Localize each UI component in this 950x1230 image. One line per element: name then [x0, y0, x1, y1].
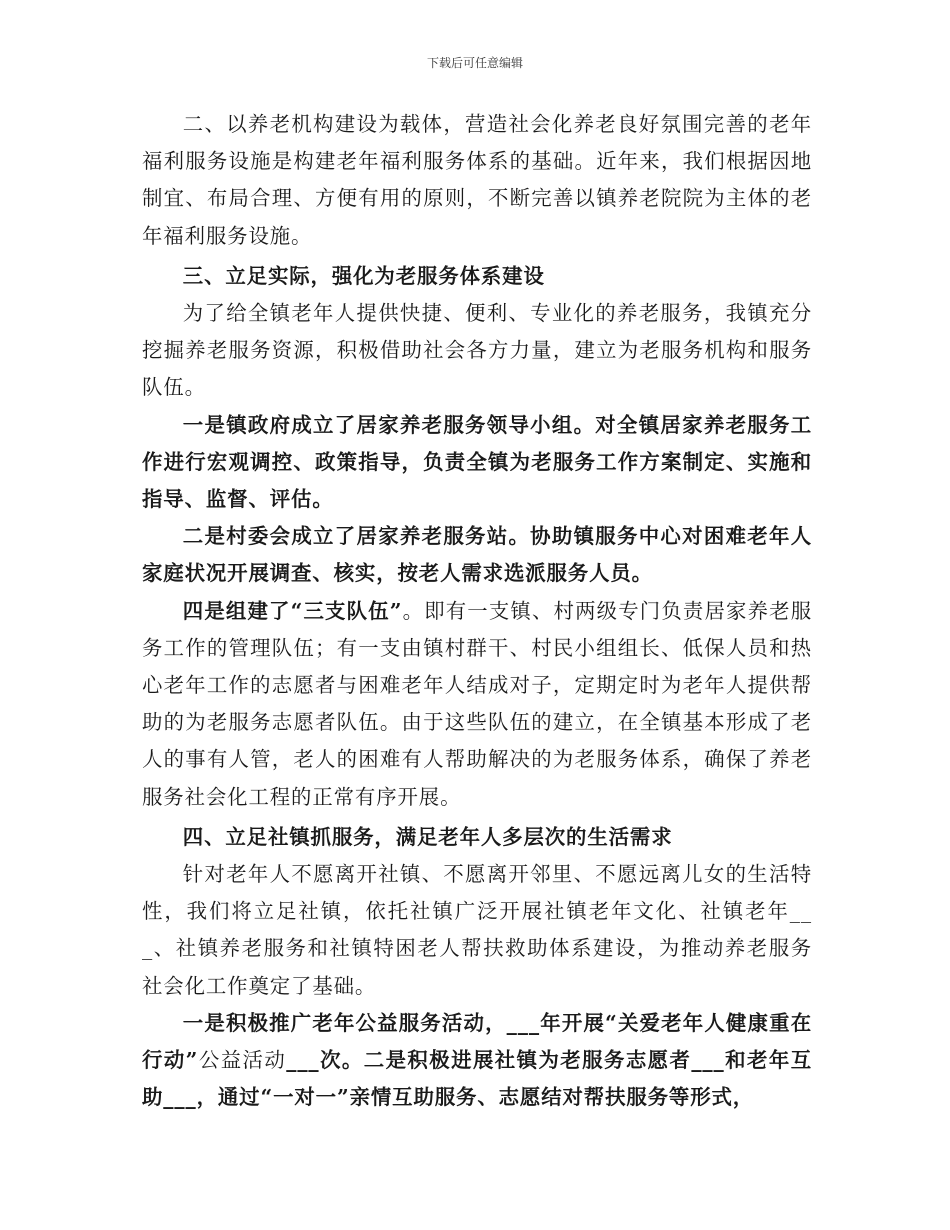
paragraph-item-4 — [142, 593, 812, 816]
paragraph-item-1: 一是镇政府成立了居家养老服务领导小组。对全镇居家养老服务工作进行宏观调控、政策指导，负责全镇为老服务工作方案制定、实施和指导、监督、评估。 — [142, 412, 812, 512]
page-header: 下载后可任意编辑 — [426, 56, 523, 70]
paragraph-activities — [142, 1005, 812, 1117]
activities-part-1: 一是积极推广老年公益服务活动，___年开展“关爱老年人健康重在行动” — [142, 1010, 812, 1073]
activities-part-2: 公益活动 — [198, 1048, 287, 1073]
item-4-lead: 四是组建了“三支队伍” — [182, 598, 403, 623]
paragraph-community: 针对老年人不愿离开社镇、不愿离开邻里、不愿远离儿女的生活特性，我们将立足社镇，依托社镇广泛开展社镇老年文化、社镇老年___、社镇养老服务和社镇特困老人帮扶救助体系建设，为推动养老服务社会化工作奠定了基础。 — [142, 862, 812, 998]
paragraph-facilities: 二、以养老机构建设为载体，营造社会化养老良好氛围完善的老年福利服务设施是构建老年福利服务体系的基础。近年来，我们根据因地制宜、布局合理、方便有用的原则，不断完善以镇养老院院为主体的老年福利服务设施。 — [142, 112, 812, 248]
paragraph-item-2: 二是村委会成立了居家养老服务站。协助镇服务中心对困难老年人家庭状况开展调查、核实，按老人需求选派服务人员。 — [142, 524, 812, 586]
section-heading-3: 三、立足实际，强化为老服务体系建设 — [182, 263, 545, 288]
section-heading-4: 四、立足社镇抓服务，满足老年人多层次的生活需求 — [182, 824, 673, 849]
activities-part-3: ___次。二是积极进展社镇为老服务志愿者___和老年互助___，通过“一对一”亲情互助服务、志愿结对帮扶服务等形式， — [142, 1048, 812, 1110]
item-4-body: 。即有一支镇、村两级专门负责居家养老服务工作的管理队伍；有一支由镇村群干、村民小组组长、低保人员和热心老年工作的志愿者与困难老年人结成对子，定期定时为老年人提供帮助的为老服务志愿者队伍。由于这些队伍的建立，在全镇基本形成了老人的事有人管，老人的困难有人帮助解决的为老服务体系，确保了养老服务社会化工程的正常有序开展。 — [142, 598, 812, 809]
paragraph-intro: 为了给全镇老年人提供快捷、便利、专业化的养老服务，我镇充分挖掘养老服务资源，积极借助社会各方力量，建立为老服务机构和服务队伍。 — [142, 301, 812, 400]
document-body — [142, 106, 812, 1116]
